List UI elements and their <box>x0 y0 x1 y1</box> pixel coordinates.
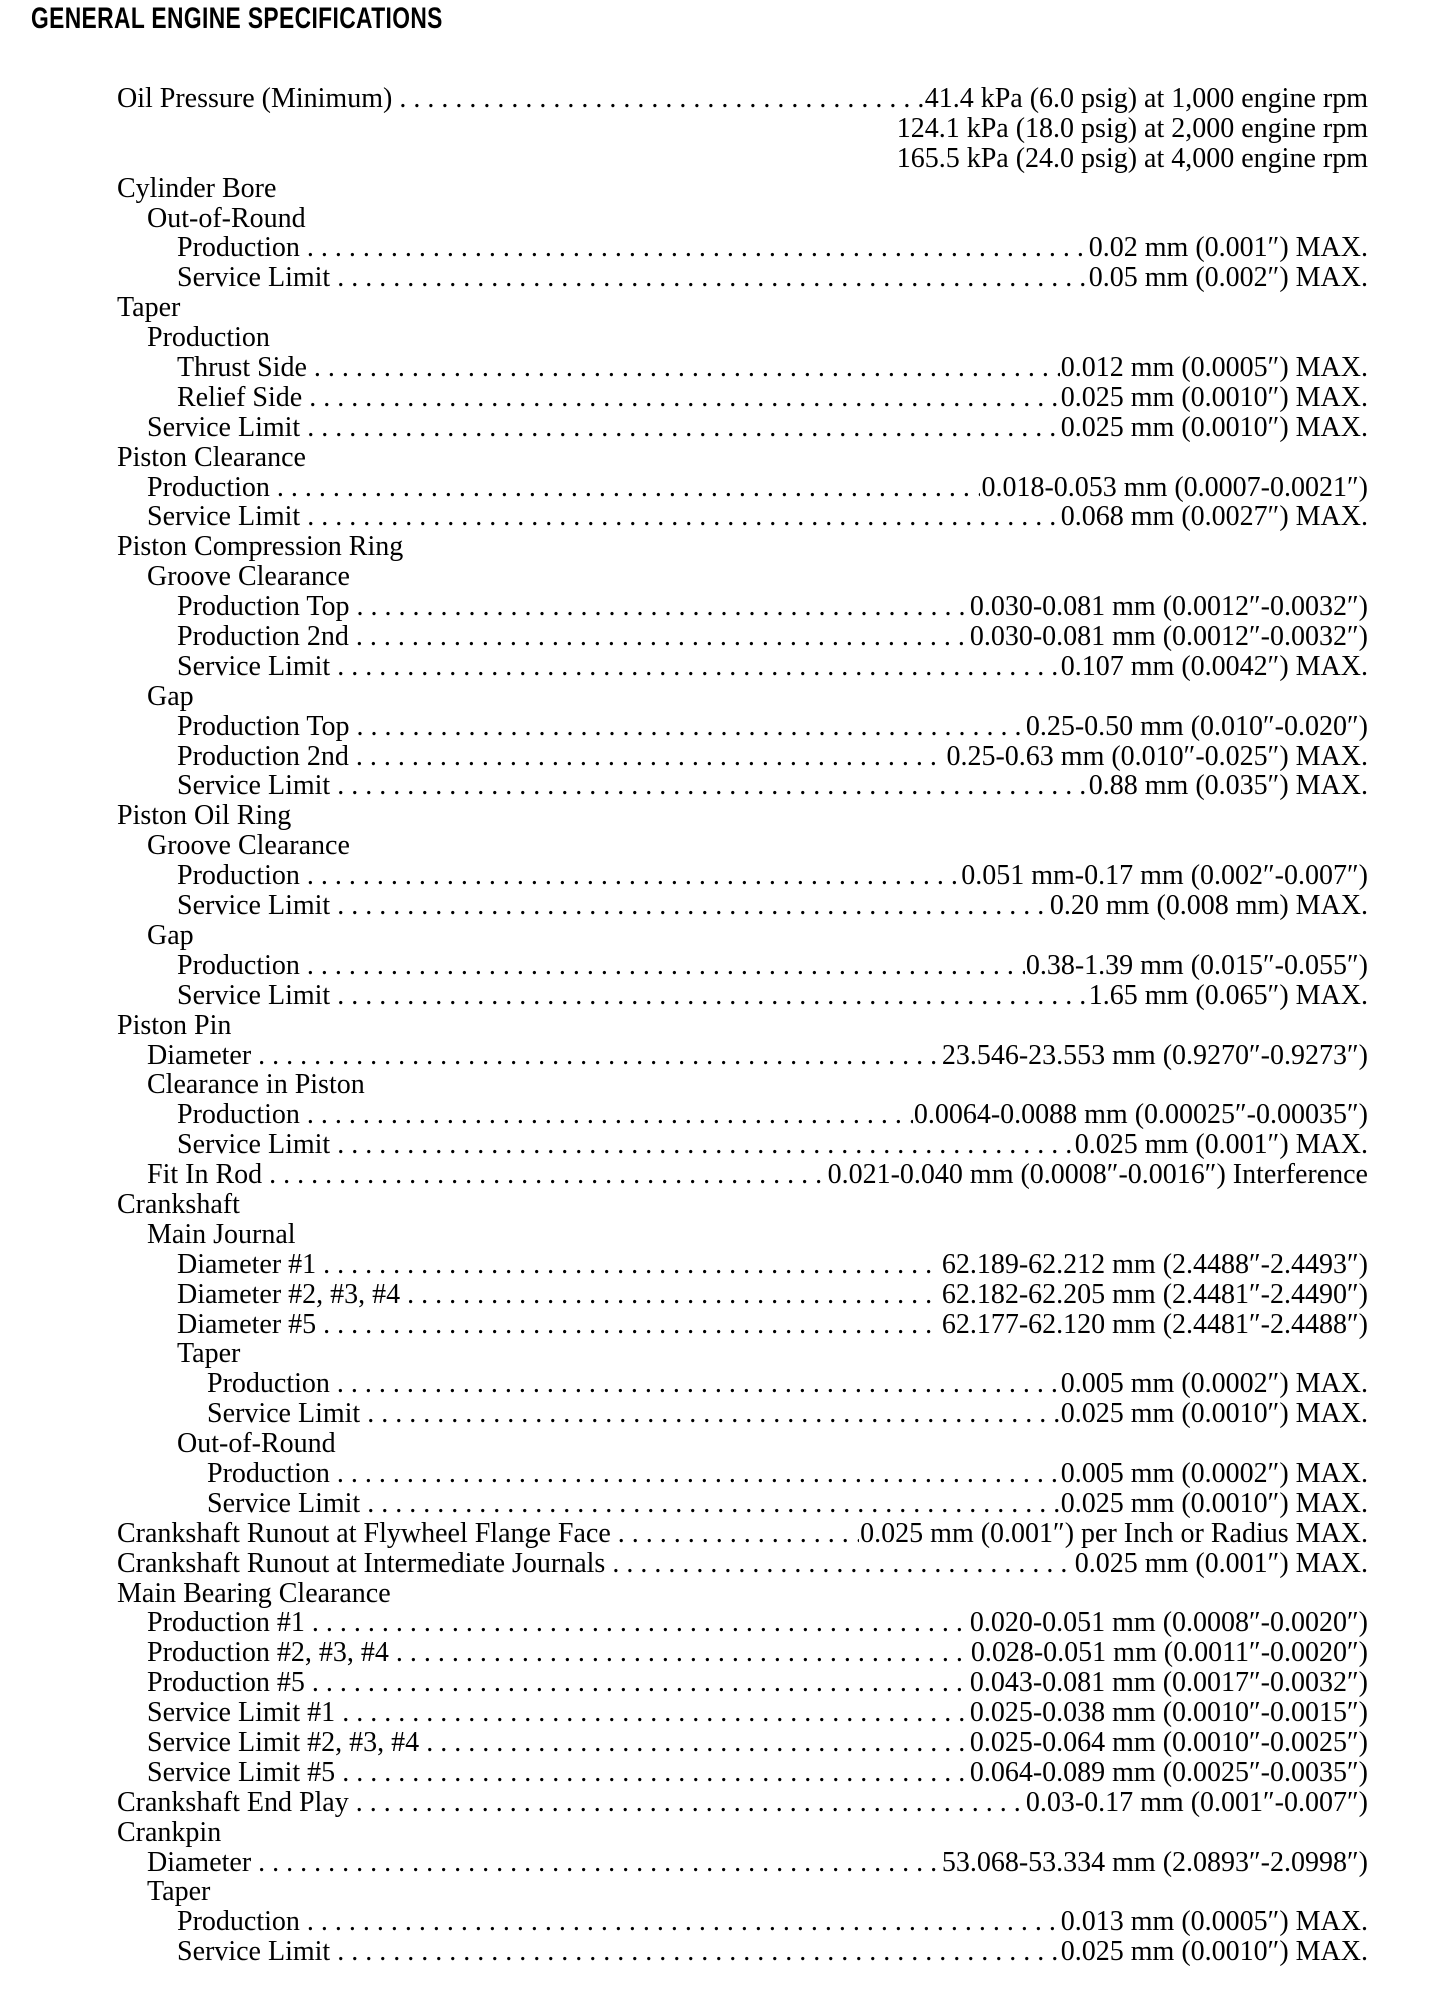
spec-label: Service Limit <box>177 262 331 294</box>
spec-row-leader <box>117 1698 1368 1728</box>
spec-row-heading <box>117 1070 1368 1100</box>
spec-row-leader <box>117 1728 1368 1758</box>
spec-row-heading <box>117 323 1368 353</box>
dot-leader <box>300 951 1025 981</box>
dot-leader <box>251 1848 941 1878</box>
spec-value: 0.051 mm-0.17 mm (0.002″-0.007″) <box>961 860 1368 892</box>
spec-label: Gap <box>147 919 194 951</box>
spec-label: Oil Pressure (Minimum) <box>117 83 393 114</box>
dot-leader <box>305 1668 969 1698</box>
spec-row-leader <box>117 1937 1368 1967</box>
spec-row-leader <box>117 1549 1368 1579</box>
spec-row-leader <box>117 951 1368 981</box>
spec-row-leader <box>117 84 1368 114</box>
spec-label: Service Limit <box>207 1487 361 1519</box>
dot-leader <box>300 502 1060 532</box>
spec-value: 0.028-0.051 mm (0.0011″-0.0020″) <box>970 1637 1368 1669</box>
dot-leader <box>300 1100 913 1130</box>
page-title: GENERAL ENGINE SPECIFICATIONS <box>31 2 443 35</box>
spec-label: Production Top <box>177 591 350 623</box>
dot-leader <box>300 413 1060 443</box>
dot-leader <box>330 652 1060 682</box>
spec-row-leader <box>117 1130 1368 1160</box>
spec-label: Production <box>147 471 270 503</box>
spec-row-leader <box>117 1310 1368 1340</box>
spec-value: 0.025 mm (0.001″) per Inch or Radius MAX. <box>860 1517 1368 1549</box>
spec-value: 0.0064-0.0088 mm (0.00025″-0.00035″) <box>913 1099 1368 1131</box>
spec-label: Service Limit <box>177 1936 331 1968</box>
spec-row-heading <box>117 1011 1368 1041</box>
spec-label: Production <box>207 1368 330 1400</box>
spec-label: Service Limit #2, #3, #4 <box>147 1726 420 1758</box>
spec-row-leader <box>117 1100 1368 1130</box>
spec-label: Piston Compression Ring <box>117 531 404 563</box>
spec-row-leader <box>117 1399 1368 1429</box>
spec-value: 0.018-0.053 mm (0.0007-0.0021″) <box>981 471 1368 503</box>
spec-label: Production <box>147 322 270 354</box>
spec-value: 0.030-0.081 mm (0.0012″-0.0032″) <box>969 591 1368 623</box>
spec-row-heading <box>117 1190 1368 1220</box>
spec-row-leader <box>117 742 1368 772</box>
spec-row-leader <box>117 771 1368 801</box>
spec-row-leader <box>117 233 1368 263</box>
spec-value: 0.005 mm (0.0002″) MAX. <box>1060 1368 1368 1400</box>
spec-label: Diameter #2, #3, #4 <box>177 1278 401 1310</box>
spec-label: Service Limit <box>207 1398 361 1430</box>
spec-row-leader <box>117 1608 1368 1638</box>
spec-row-heading <box>117 1429 1368 1459</box>
spec-value: 23.546-23.553 mm (0.9270″-0.9273″) <box>941 1039 1368 1071</box>
spec-label: Crankpin <box>117 1816 222 1848</box>
dot-leader <box>360 1489 1060 1519</box>
dot-leader <box>335 1698 969 1728</box>
dot-leader <box>605 1549 1073 1579</box>
spec-row-heading <box>117 1877 1368 1907</box>
dot-leader <box>350 592 969 622</box>
spec-label: Piston Oil Ring <box>117 800 292 832</box>
spec-row-heading <box>117 532 1368 562</box>
dot-leader <box>330 263 1088 293</box>
spec-value: 0.025-0.038 mm (0.0010″-0.0015″) <box>969 1697 1368 1729</box>
spec-label: Production <box>177 1906 300 1938</box>
spec-row-heading <box>117 204 1368 234</box>
spec-value: 0.025 mm (0.0010″) MAX. <box>1060 411 1368 443</box>
spec-value: 0.25-0.50 mm (0.010″-0.020″) <box>1025 710 1368 742</box>
dot-leader <box>262 1160 826 1190</box>
spec-row-leader <box>117 502 1368 532</box>
spec-label: Service Limit <box>177 650 331 682</box>
spec-label: Service Limit <box>177 770 331 802</box>
spec-label: Crankshaft <box>117 1188 240 1220</box>
dot-leader <box>330 1369 1060 1399</box>
spec-row-leader <box>117 1638 1368 1668</box>
dot-leader <box>300 1907 1060 1937</box>
spec-label: Out-of-Round <box>177 1428 336 1460</box>
spec-label: Production <box>177 232 300 264</box>
spec-label: Out-of-Round <box>147 202 306 234</box>
spec-value: 0.20 mm (0.008 mm) MAX. <box>1049 890 1368 922</box>
spec-row-leader <box>117 1788 1368 1818</box>
spec-row-heading <box>117 562 1368 592</box>
spec-row-heading <box>117 831 1368 861</box>
spec-value: 0.025 mm (0.0010″) MAX. <box>1060 381 1368 413</box>
dot-leader <box>330 891 1049 921</box>
spec-value: 0.064-0.089 mm (0.0025″-0.0035″) <box>969 1756 1368 1788</box>
spec-label: Crankshaft Runout at Intermediate Journals <box>117 1547 606 1579</box>
spec-list <box>117 84 1368 1967</box>
spec-value: 0.025 mm (0.001″) MAX. <box>1074 1547 1368 1579</box>
spec-value: 0.043-0.081 mm (0.0017″-0.0032″) <box>969 1667 1368 1699</box>
spec-row-heading <box>117 1339 1368 1369</box>
spec-row-leader <box>117 383 1368 413</box>
dot-leader <box>349 1788 1025 1818</box>
spec-row-heading <box>117 293 1368 323</box>
dot-leader <box>305 1608 969 1638</box>
spec-label: Production 2nd <box>177 740 349 772</box>
spec-value: 1.65 mm (0.065″) MAX. <box>1088 979 1368 1011</box>
dot-leader <box>349 622 969 652</box>
spec-row-heading <box>117 1818 1368 1848</box>
spec-value: 0.107 mm (0.0042″) MAX. <box>1060 650 1368 682</box>
spec-row-leader <box>117 473 1368 503</box>
spec-row-heading <box>117 1220 1368 1250</box>
dot-leader <box>419 1728 969 1758</box>
spec-value: 0.38-1.39 mm (0.015″-0.055″) <box>1025 949 1368 981</box>
spec-row-leader <box>117 1160 1368 1190</box>
spec-label: Diameter <box>147 1039 252 1071</box>
spec-row-heading <box>117 443 1368 473</box>
spec-row-leader <box>117 1250 1368 1280</box>
spec-label: Service Limit <box>177 979 331 1011</box>
spec-value: 0.068 mm (0.0027″) MAX. <box>1060 501 1368 533</box>
spec-label: Cylinder Bore <box>117 172 277 204</box>
spec-label: Service Limit #5 <box>147 1756 336 1788</box>
spec-value: 165.5 kPa (24.0 psig) at 4,000 engine rpm <box>896 142 1368 174</box>
dot-leader <box>360 1399 1060 1429</box>
spec-label: Thrust Side <box>177 352 307 384</box>
spec-label: Main Bearing Clearance <box>117 1577 391 1609</box>
spec-label: Service Limit <box>177 890 331 922</box>
dot-leader <box>349 742 946 772</box>
spec-label: Diameter #5 <box>177 1308 317 1340</box>
spec-row-leader <box>117 652 1368 682</box>
spec-row-leader <box>117 1280 1368 1310</box>
dot-leader <box>316 1250 941 1280</box>
spec-value: 0.03-0.17 mm (0.001″-0.007″) <box>1025 1786 1368 1818</box>
spec-label: Crankshaft Runout at Flywheel Flange Face <box>117 1517 611 1549</box>
spec-row-leader <box>117 1519 1368 1549</box>
spec-row-leader <box>117 413 1368 443</box>
spec-row-continuation <box>117 114 1368 144</box>
spec-row-heading <box>117 921 1368 951</box>
spec-row-heading <box>117 682 1368 712</box>
spec-label: Diameter #1 <box>177 1248 317 1280</box>
dot-leader <box>300 861 960 891</box>
spec-value: 0.88 mm (0.035″) MAX. <box>1088 770 1368 802</box>
spec-row-leader <box>117 712 1368 742</box>
spec-label: Production <box>177 1099 300 1131</box>
spec-row-leader <box>117 1489 1368 1519</box>
spec-row-leader <box>117 1758 1368 1788</box>
spec-value: 0.013 mm (0.0005″) MAX. <box>1060 1906 1368 1938</box>
spec-row-heading <box>117 1579 1368 1609</box>
spec-label: Groove Clearance <box>147 830 350 862</box>
spec-label: Production #2, #3, #4 <box>147 1637 389 1669</box>
dot-leader <box>330 1130 1074 1160</box>
dot-leader <box>389 1638 970 1668</box>
spec-label: Taper <box>117 292 181 324</box>
spec-row-leader <box>117 353 1368 383</box>
spec-label: Diameter <box>147 1846 252 1878</box>
dot-leader <box>330 1459 1060 1489</box>
spec-value: 62.189-62.212 mm (2.4488″-2.4493″) <box>941 1248 1368 1280</box>
dot-leader <box>300 233 1088 263</box>
spec-value: 0.005 mm (0.0002″) MAX. <box>1060 1457 1368 1489</box>
spec-value: 53.068-53.334 mm (2.0893″-2.0998″) <box>941 1846 1368 1878</box>
dot-leader <box>330 771 1088 801</box>
spec-label: Piston Clearance <box>117 441 306 473</box>
spec-label: Production <box>207 1457 330 1489</box>
spec-label: Main Journal <box>147 1218 296 1250</box>
spec-label: Crankshaft End Play <box>117 1786 349 1818</box>
spec-row-leader <box>117 981 1368 1011</box>
spec-label: Piston Pin <box>117 1009 232 1041</box>
dot-leader <box>611 1519 859 1549</box>
spec-value: 0.25-0.63 mm (0.010″-0.025″) MAX. <box>946 740 1368 772</box>
spec-row-heading <box>117 801 1368 831</box>
spec-label: Service Limit <box>147 411 301 443</box>
spec-value: 0.025 mm (0.001″) MAX. <box>1074 1129 1368 1161</box>
spec-row-leader <box>117 1907 1368 1937</box>
spec-row-leader <box>117 1041 1368 1071</box>
spec-label: Clearance in Piston <box>147 1069 365 1101</box>
dot-leader <box>302 383 1060 413</box>
spec-value: 62.182-62.205 mm (2.4481″-2.4490″) <box>941 1278 1368 1310</box>
spec-value: 0.025 mm (0.0010″) MAX. <box>1060 1936 1368 1968</box>
dot-leader <box>251 1041 941 1071</box>
spec-row-leader <box>117 861 1368 891</box>
dot-leader <box>330 981 1088 1011</box>
dot-leader <box>335 1758 969 1788</box>
spec-row-leader <box>117 263 1368 293</box>
dot-leader <box>392 84 923 114</box>
spec-row-continuation <box>117 144 1368 174</box>
spec-label: Relief Side <box>177 381 303 413</box>
spec-row-leader <box>117 1459 1368 1489</box>
dot-leader <box>400 1280 941 1310</box>
spec-label: Production #5 <box>147 1667 305 1699</box>
spec-label: Gap <box>147 680 194 712</box>
spec-value: 0.020-0.051 mm (0.0008″-0.0020″) <box>969 1607 1368 1639</box>
spec-label: Production 2nd <box>177 621 349 653</box>
spec-row-leader <box>117 1668 1368 1698</box>
spec-value: 0.02 mm (0.001″) MAX. <box>1088 232 1368 264</box>
spec-row-leader <box>117 1369 1368 1399</box>
dot-leader <box>307 353 1060 383</box>
spec-value: 124.1 kPa (18.0 psig) at 2,000 engine rpm <box>896 112 1368 144</box>
spec-label: Service Limit <box>177 1129 331 1161</box>
spec-label: Production Top <box>177 710 350 742</box>
spec-value: 0.012 mm (0.0005″) MAX. <box>1060 352 1368 384</box>
spec-label: Service Limit #1 <box>147 1697 336 1729</box>
spec-label: Service Limit <box>147 501 301 533</box>
spec-label: Production <box>177 949 300 981</box>
spec-label: Groove Clearance <box>147 561 350 593</box>
dot-leader <box>330 1937 1060 1967</box>
spec-value: 41.4 kPa (6.0 psig) at 1,000 engine rpm <box>924 83 1368 114</box>
spec-row-leader <box>117 1848 1368 1878</box>
spec-row-leader <box>117 622 1368 652</box>
spec-row-heading <box>117 174 1368 204</box>
spec-value: 0.025 mm (0.0010″) MAX. <box>1060 1487 1368 1519</box>
spec-value: 62.177-62.120 mm (2.4481″-2.4488″) <box>941 1308 1368 1340</box>
spec-value: 0.025 mm (0.0010″) MAX. <box>1060 1398 1368 1430</box>
spec-label: Taper <box>147 1876 211 1908</box>
dot-leader <box>350 712 1025 742</box>
spec-label: Taper <box>177 1338 241 1370</box>
spec-value: 0.05 mm (0.002″) MAX. <box>1088 262 1368 294</box>
spec-value: 0.030-0.081 mm (0.0012″-0.0032″) <box>969 621 1368 653</box>
spec-row-leader <box>117 592 1368 622</box>
dot-leader <box>270 473 981 503</box>
spec-value: 0.025-0.064 mm (0.0010″-0.0025″) <box>969 1726 1368 1758</box>
spec-label: Fit In Rod <box>147 1159 263 1191</box>
dot-leader <box>316 1310 941 1340</box>
spec-label: Production #1 <box>147 1607 305 1639</box>
spec-value: 0.021-0.040 mm (0.0008″-0.0016″) Interference <box>827 1159 1368 1191</box>
spec-row-leader <box>117 891 1368 921</box>
spec-label: Production <box>177 860 300 892</box>
